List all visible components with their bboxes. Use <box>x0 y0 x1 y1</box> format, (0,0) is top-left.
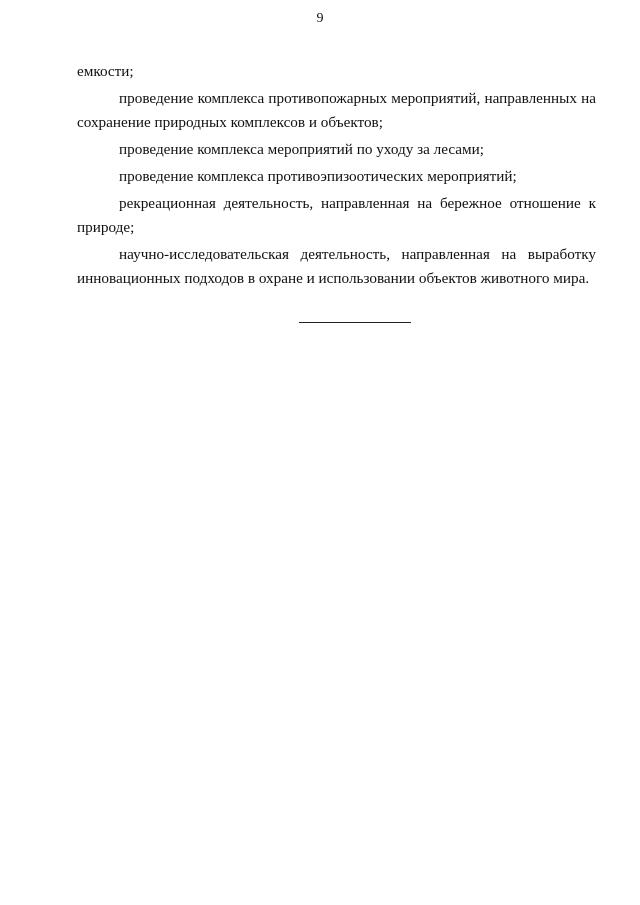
document-body <box>77 60 596 291</box>
paragraph-continuation: емкости; <box>77 63 134 80</box>
paragraph-recreation: рекреационная деятельность, направленная на бережное отношение к природе; <box>77 195 596 236</box>
page-number: 9 <box>316 11 324 26</box>
paragraph-forest-care: проведение комплекса мероприятий по уходу за лесами; <box>119 141 484 158</box>
end-of-text-rule <box>299 322 411 323</box>
paragraph-research: научно-исследовательская деятельность, направленная на выработку инновационных подходов в охране и использовании объектов животного мира. <box>77 246 596 287</box>
paragraph-fire-prevention: проведение комплекса противопожарных мероприятий, направленных на сохранение природных комплексов и объектов; <box>77 90 596 131</box>
paragraph-antiepizootic: проведение комплекса противоэпизоотических мероприятий; <box>119 168 517 185</box>
